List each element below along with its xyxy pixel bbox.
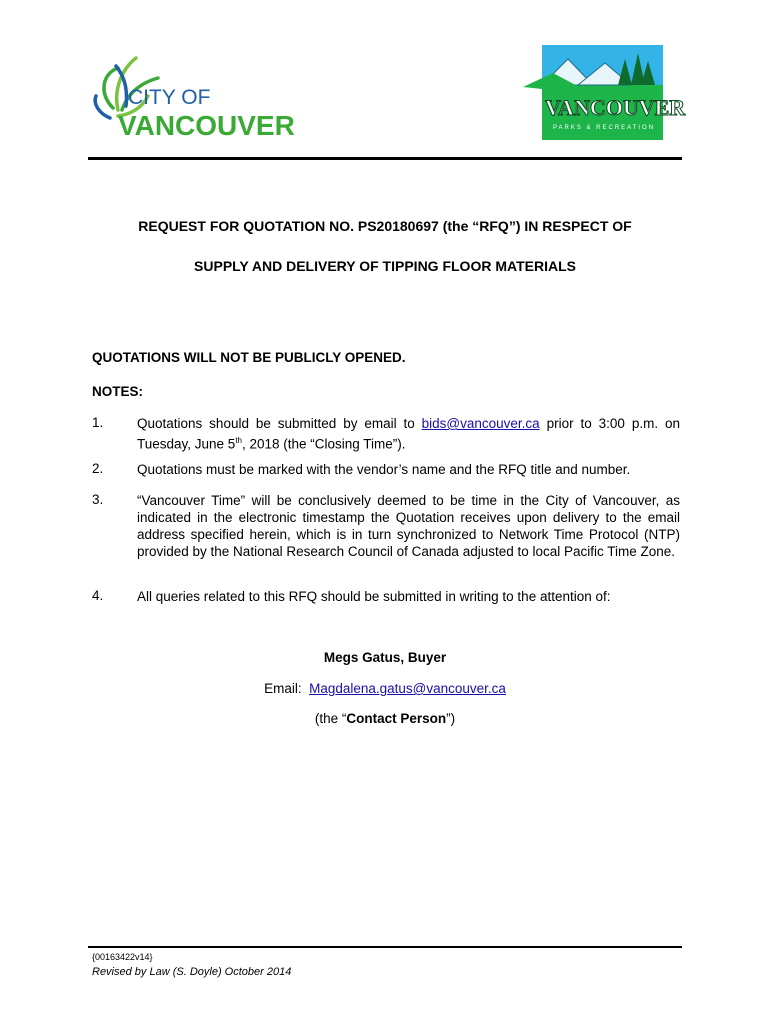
logo-text-vancouver: VANCOUVER xyxy=(118,110,295,141)
contact-role-post: ”) xyxy=(446,711,456,726)
note-1-post1: prior to 3:00 p.m. on Tuesday, June 5 xyxy=(137,416,680,452)
note-number: 4. xyxy=(92,588,104,603)
note-1-sup: th xyxy=(235,436,242,445)
note-number: 1. xyxy=(92,415,104,430)
notes-heading: NOTES: xyxy=(92,384,144,399)
footer-rule xyxy=(88,946,682,948)
rfq-title-line1: REQUEST FOR QUOTATION NO. PS20180697 (the “RFQ”) IN RESPECT OF xyxy=(138,218,632,234)
revision-note: Revised by Law (S. Doyle) October 2014 xyxy=(92,966,292,978)
contact-role: Contact Person xyxy=(346,711,447,726)
parks-logo-subtitle: PARKS & RECREATION xyxy=(552,125,656,131)
city-of-vancouver-logo xyxy=(88,48,295,148)
bids-email-link[interactable]: bids@vancouver.ca xyxy=(421,416,540,431)
logo-text-city-of: CITY OF xyxy=(128,86,211,109)
note-3-text: “Vancouver Time” will be conclusively deemed to be time in the City of Vancouver, as indicated in the electronic timestamp the Quotation receives upon delivery to the email address specified herein, which is in turn synchronized to Network Time Protocol (NTP) provided by the National Research Council of Canada adjusted to local Pacific Time Zone. xyxy=(137,493,680,559)
note-4-text: All queries related to this RFQ should be submitted in writing to the attention of: xyxy=(137,589,611,604)
vancouver-parks-logo xyxy=(523,45,686,140)
rfq-title-line2: SUPPLY AND DELIVERY OF TIPPING FLOOR MATERIALS xyxy=(194,258,576,274)
note-number: 3. xyxy=(92,492,104,507)
contact-role-pre: (the “ xyxy=(314,711,347,726)
note-1-pre: Quotations should be submitted by email to xyxy=(137,416,422,431)
contact-name: Megs Gatus, Buyer xyxy=(323,650,447,665)
document-id: {00163422v14} xyxy=(92,952,153,962)
header-rule xyxy=(88,157,682,160)
contact-email-link[interactable]: Magdalena.gatus@vancouver.ca xyxy=(309,681,506,696)
note-1-text xyxy=(137,415,680,453)
contact-email-line xyxy=(60,681,710,696)
note-1-post2: , 2018 (the “Closing Time”). xyxy=(241,436,406,452)
note-number: 2. xyxy=(92,461,104,476)
contact-email-label: Email: xyxy=(264,681,302,696)
parks-logo-title: VANCOUVER xyxy=(545,95,686,120)
public-opening-notice: QUOTATIONS WILL NOT BE PUBLICLY OPENED. xyxy=(92,350,406,365)
contact-role-line xyxy=(60,711,710,726)
note-2-text: Quotations must be marked with the vendor’s name and the RFQ title and number. xyxy=(137,462,631,477)
